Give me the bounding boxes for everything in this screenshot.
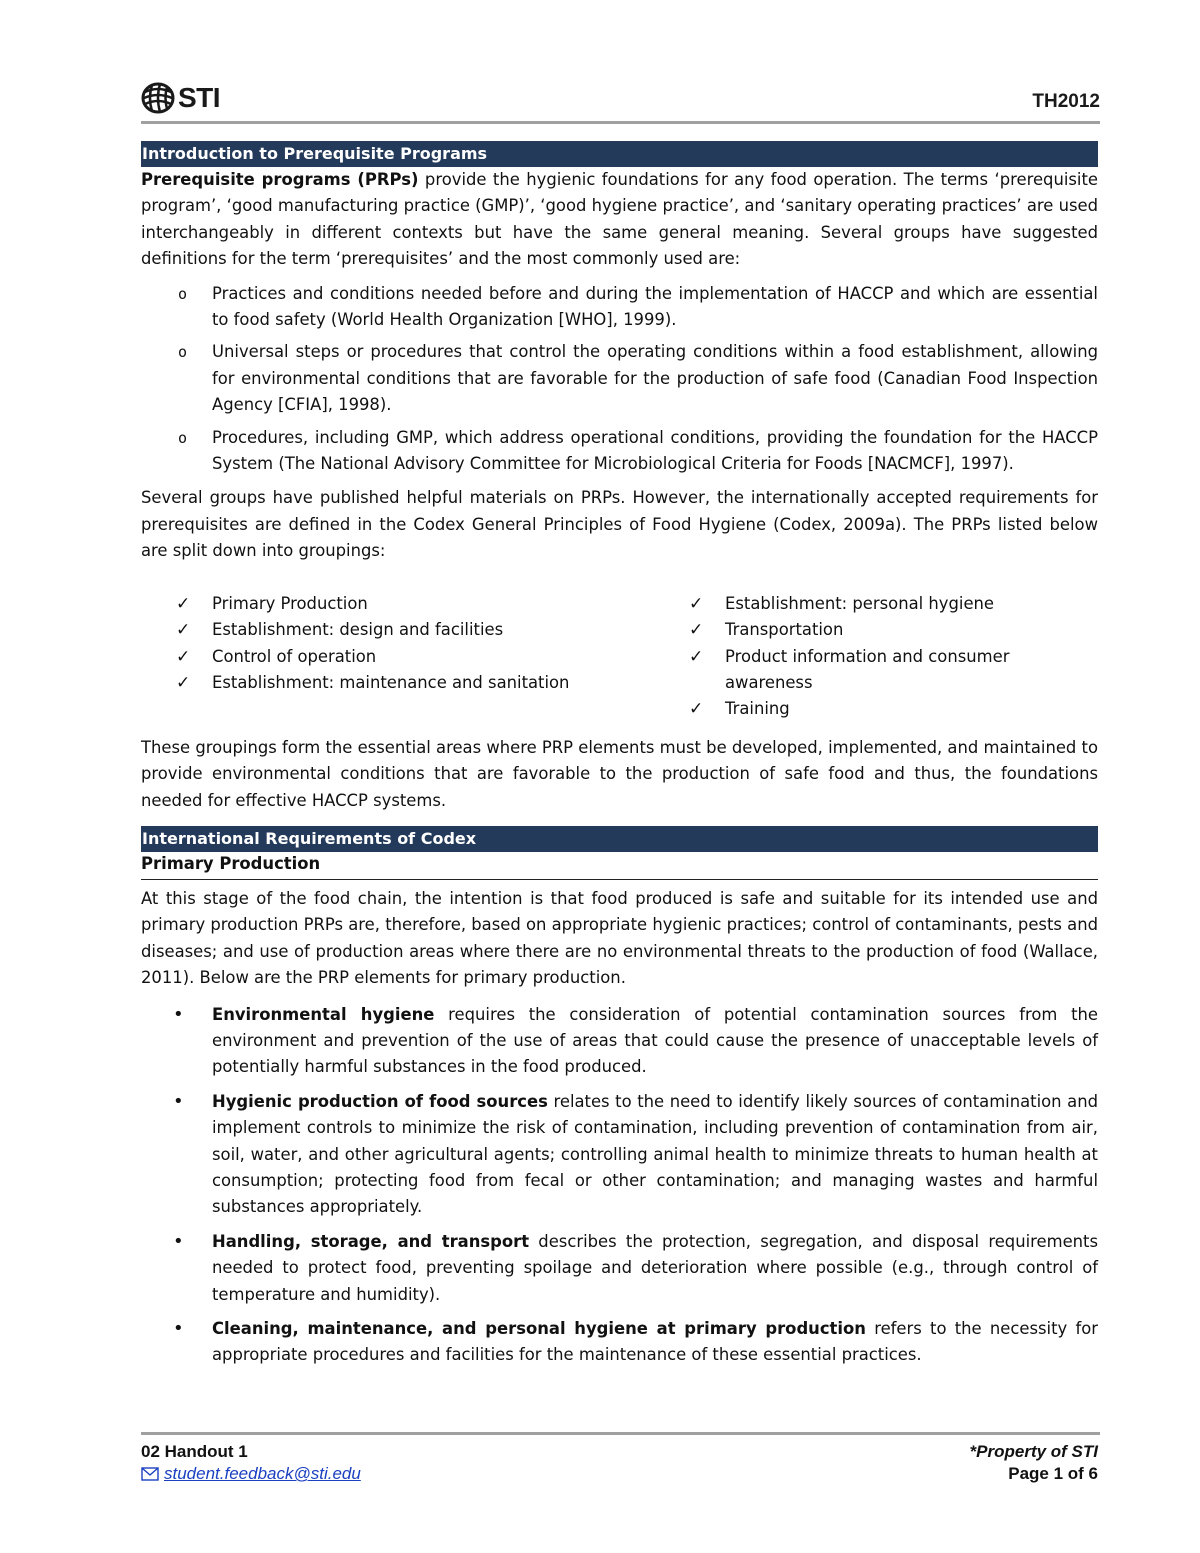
list-item: ✓ Transportation [654,617,1098,643]
groupings-paragraph: These groupings form the essential areas where PRP elements must be developed, implemented, and maintained to provide environmental conditions that are favorable to the production of safe food and thus, the foundations needed for effective HACCP systems. [141,737,1098,810]
subheading-primary-production: Primary Production [141,852,1098,880]
header-rule [141,121,1100,124]
list-item: ✓ Establishment: personal hygiene [654,591,1098,617]
handout-label: 02 Handout 1 [141,1442,248,1461]
footer-right [970,1441,1098,1485]
list-marker: o [178,284,188,303]
groupings-column-left [141,591,654,723]
property-notice: *Property of STI [969,1442,1098,1461]
feedback-contact [141,1463,361,1485]
logo-text: STI [178,82,221,113]
checkmark-icon: ✓ [689,593,704,614]
intro-text: provide the hygienic foundations for any food operation. The terms ‘prerequisite program’, ‘good manufacturing practice (GMP)’, ‘good hygiene practice’, and ‘sanitary operating practices’ are used interchangeably in different contexts but have the same general meaning. Several groups have suggested definitions for the term ‘prerequisites’ and the most commonly used are: [141,170,1098,269]
list-marker: o [178,343,188,362]
list-item: ✓ Product information and consumer awareness [654,644,1098,697]
bullet-icon: • [173,1230,184,1252]
list-item: • Cleaning, maintenance, and personal hygiene at primary production refers to the necessity for appropriate procedures and facilities for the maintenance of these essential practices. [173,1318,1098,1365]
list-item: • Handling, storage, and transport describes the protection, segregation, and disposal requirements needed to protect food, preventing spoilage and deterioration where possible (e.g., through control of temperature and humidity). [173,1230,1099,1304]
definition-list [141,281,1098,478]
sti-logo [141,82,220,114]
list-item: ✓ Primary Production [141,591,654,617]
envelope-icon [141,1467,159,1481]
list-item: • Hygienic production of food sources relates to the need to identify likely sources of contamination and implement controls to minimize the risk of contamination, including prevention of contamination from air, soil, water, and other agricultural agents; controlling animal health to minimize threats to human health at consumption; protecting food from fecal or other contamination; and managing wastes and harmful substances appropriately. [173,1090,1098,1217]
checkmark-icon: ✓ [176,593,191,614]
section-title-codex: International Requirements of Codex [141,826,1098,852]
feedback-email-link[interactable]: student.feedback@sti.edu [164,1464,361,1483]
intro-term: Prerequisite programs (PRPs) [141,170,419,189]
checkmark-icon: ✓ [689,620,704,641]
list-item: o Universal steps or procedures that control the operating conditions within a food establishment, allowing for environmental conditions that are favorable for the production of safe food (Canadian Food Inspection Agency [CFIA], 1998). [141,339,1098,418]
prp-elements-list [141,1002,1098,1369]
list-item: ✓ Establishment: maintenance and sanitation [141,670,654,696]
checkmark-icon: ✓ [176,620,191,641]
groupings-list [141,591,1098,723]
document-code: TH2012 [1032,91,1100,112]
codex-paragraph: Several groups have published helpful materials on PRPs. However, the internationally accepted requirements for prerequisites are defined in the Codex General Principles of Food Hygiene (Codex, 2009a). The PRPs listed below are split down into groupings: [141,488,1098,561]
list-item: o Procedures, including GMP, which address operational conditions, providing the foundation for the HACCP System (The National Advisory Committee for Microbiological Criteria for Foods [NACMCF], 1997). [141,425,1098,478]
page-number: Page 1 of 6 [1008,1464,1098,1483]
footer-left [141,1441,361,1485]
groupings-column-right [654,591,1098,723]
page-header [141,78,1100,120]
list-item: • Environmental hygiene requires the consideration of potential contamination sources from the environment and prevention of the use of areas that could cause the presence of unacceptable levels of potentially harmful substances in the food produced. [173,1003,1099,1077]
bullet-icon: • [173,1318,184,1340]
list-item: o Practices and conditions needed before and during the implementation of HACCP and which are essential to food safety (World Health Organization [WHO], 1999). [141,281,1098,334]
list-marker: o [178,428,188,447]
bullet-icon: • [173,1090,184,1112]
main-content [141,141,1098,1377]
section-title-prerequisite-programs: Introduction to Prerequisite Programs [141,141,1098,167]
list-item: ✓ Training [654,696,1098,722]
checkmark-icon: ✓ [689,646,704,667]
primary-production-paragraph: At this stage of the food chain, the intention is that food produced is safe and suitable for its intended use and primary production PRPs are, therefore, based on appropriate hygienic practices; control of contaminants, pests and diseases; and use of production areas where there are no environmental threats to the production of food (Wallace, 2011). Below are the PRP elements for primary production. [141,888,1098,988]
list-item: ✓ Establishment: design and facilities [141,617,654,643]
intro-paragraph [141,167,1098,273]
checkmark-icon: ✓ [176,672,191,693]
list-item: ✓ Control of operation [141,644,654,670]
globe-icon [141,82,175,114]
checkmark-icon: ✓ [689,699,704,720]
checkmark-icon: ✓ [176,646,191,667]
footer-rule [141,1432,1100,1435]
bullet-icon: • [173,1003,184,1025]
